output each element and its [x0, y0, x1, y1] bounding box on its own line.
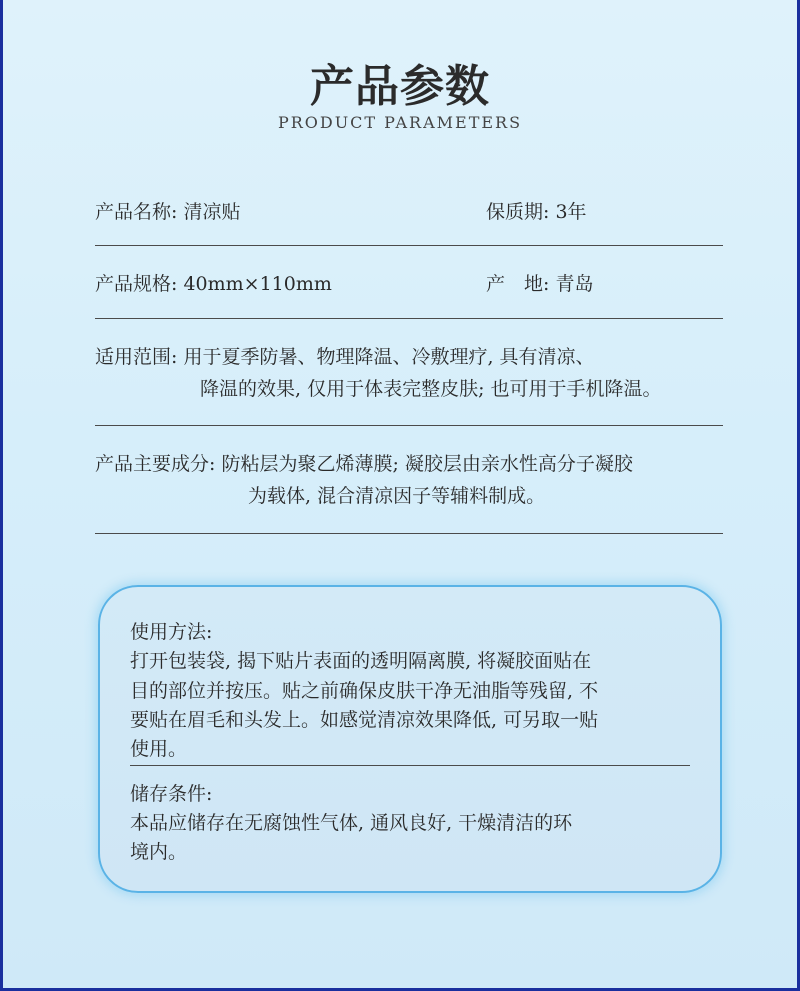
ingredients-line-2: 为载体, 混合清凉因子等辅料制成。 [248, 485, 546, 507]
usage-line-4: 使用。 [130, 738, 188, 760]
page-title: 产品参数 [310, 61, 490, 112]
row-divider [95, 533, 723, 534]
product-spec: 产品规格: 40mm×110mm [95, 273, 332, 295]
product-origin: 产 地: 青岛 [486, 273, 594, 295]
scope-line-1: 适用范围: 用于夏季防暑、物理降温、冷敷理疗, 具有清凉、 [95, 346, 595, 368]
page-subtitle: PRODUCT PARAMETERS [277, 113, 523, 132]
storage-title: 储存条件: [130, 783, 213, 805]
scope-line-2: 降温的效果, 仅用于体表完整皮肤; 也可用于手机降温。 [200, 378, 662, 400]
usage-title: 使用方法: [130, 621, 213, 643]
storage-line-1: 本品应储存在无腐蚀性气体, 通风良好, 干燥清洁的环 [130, 812, 573, 834]
row-divider [95, 245, 723, 246]
ingredients-line-1: 产品主要成分: 防粘层为聚乙烯薄膜; 凝胶层由亲水性高分子凝胶 [95, 453, 633, 475]
usage-line-3: 要贴在眉毛和头发上。如感觉清凉效果降低, 可另取一贴 [130, 709, 599, 731]
card-divider [130, 765, 690, 766]
row-divider [95, 318, 723, 319]
usage-line-2: 目的部位并按压。贴之前确保皮肤干净无油脂等残留, 不 [130, 680, 599, 702]
product-name: 产品名称: 清凉贴 [95, 201, 241, 223]
row-divider [95, 425, 723, 426]
usage-line-1: 打开包装袋, 揭下贴片表面的透明隔离膜, 将凝胶面贴在 [130, 650, 592, 672]
shelf-life: 保质期: 3年 [486, 201, 587, 223]
usage-card [98, 585, 722, 893]
storage-line-2: 境内。 [130, 841, 188, 863]
